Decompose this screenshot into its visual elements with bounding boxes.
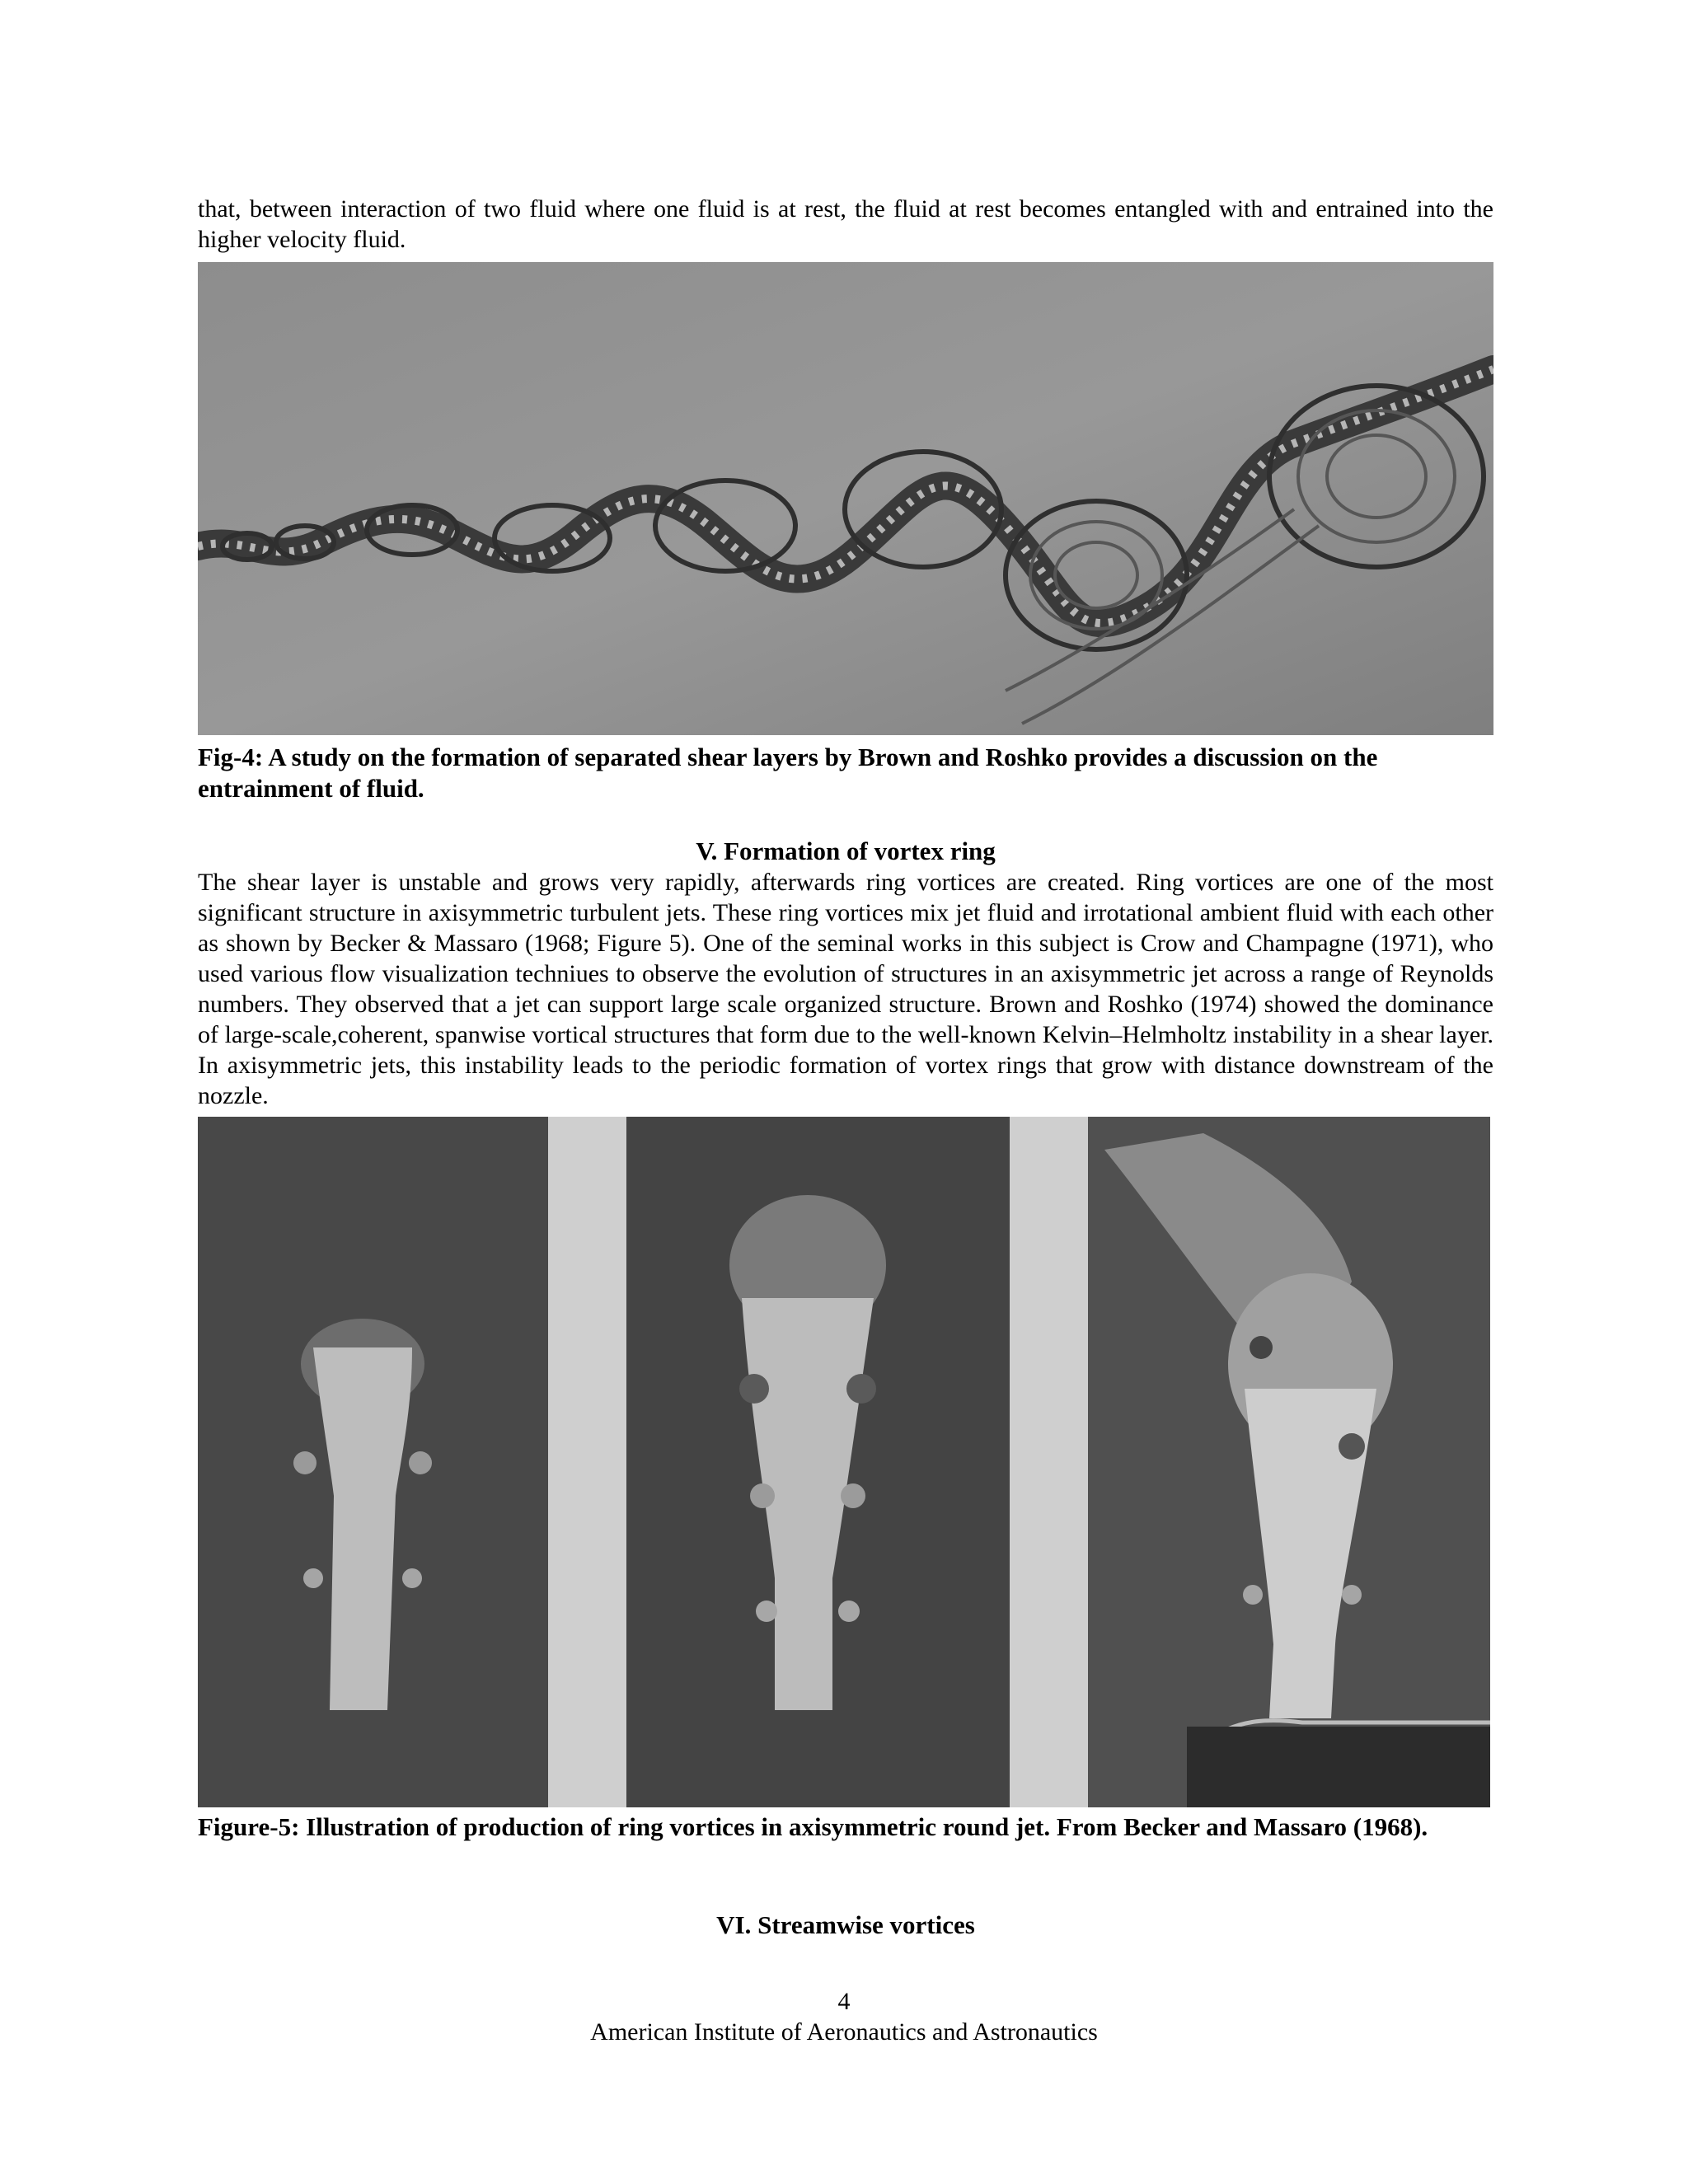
ring-vortices-photo [198, 1117, 1490, 1807]
figure-5-caption-block [198, 1811, 1493, 1843]
figure-5-caption: Figure-5: Illustration of production of ring vortices in axisymmetric round jet. From Becker and Massaro (1968). [198, 1812, 1428, 1841]
figure-5-ring-vortices-image [198, 1117, 1490, 1807]
section-5-heading: V. Formation of vortex ring [696, 837, 996, 865]
footer-organization: American Institute of Aeronautics and Astronautics [590, 2018, 1098, 2046]
shear-layer-photo [198, 262, 1493, 735]
section-5 [198, 836, 1493, 1111]
intro-text-block [198, 194, 1493, 255]
figure-4-shear-layer-image [198, 262, 1493, 735]
page-number: 4 [837, 1988, 851, 2015]
figure-4-caption-block [198, 742, 1493, 804]
section-6-heading: VI. Streamwise vortices [716, 1910, 975, 1939]
intro-paragraph: that, between interaction of two fluid where one fluid is at rest, the fluid at rest becomes entangled with and entrained into the higher velocity fluid. [198, 195, 1493, 253]
section-6 [198, 1910, 1493, 1941]
section-5-paragraph: The shear layer is unstable and grows very rapidly, afterwards ring vortices are created. Ring vortices are one of the most significant structure in axisymmetric turbulent jets. These ring vortices mix jet fluid and irrotational ambient fluid with each other as shown by Becker & Massaro (1968; Figure 5). One of the seminal works in this subject is Crow and Champagne (1971), who used various flow visualization techniues to observe the evolution of structures in an axisymmetric jet across a range of Reynolds numbers. They observed that a jet can support large scale organized structure. Brown and Roshko (1974) showed the dominance of large-scale,coherent, spanwise vortical structures that form due to the well-known Kelvin–Helmholtz instability in a shear layer. In axisymmetric jets, this instability leads to the periodic formation of vortex rings that grow with distance downstream of the nozzle. [198, 869, 1493, 1109]
figure-4-caption: Fig-4: A study on the formation of separated shear layers by Brown and Roshko provides a discussion on the entrainment of fluid. [198, 743, 1378, 803]
